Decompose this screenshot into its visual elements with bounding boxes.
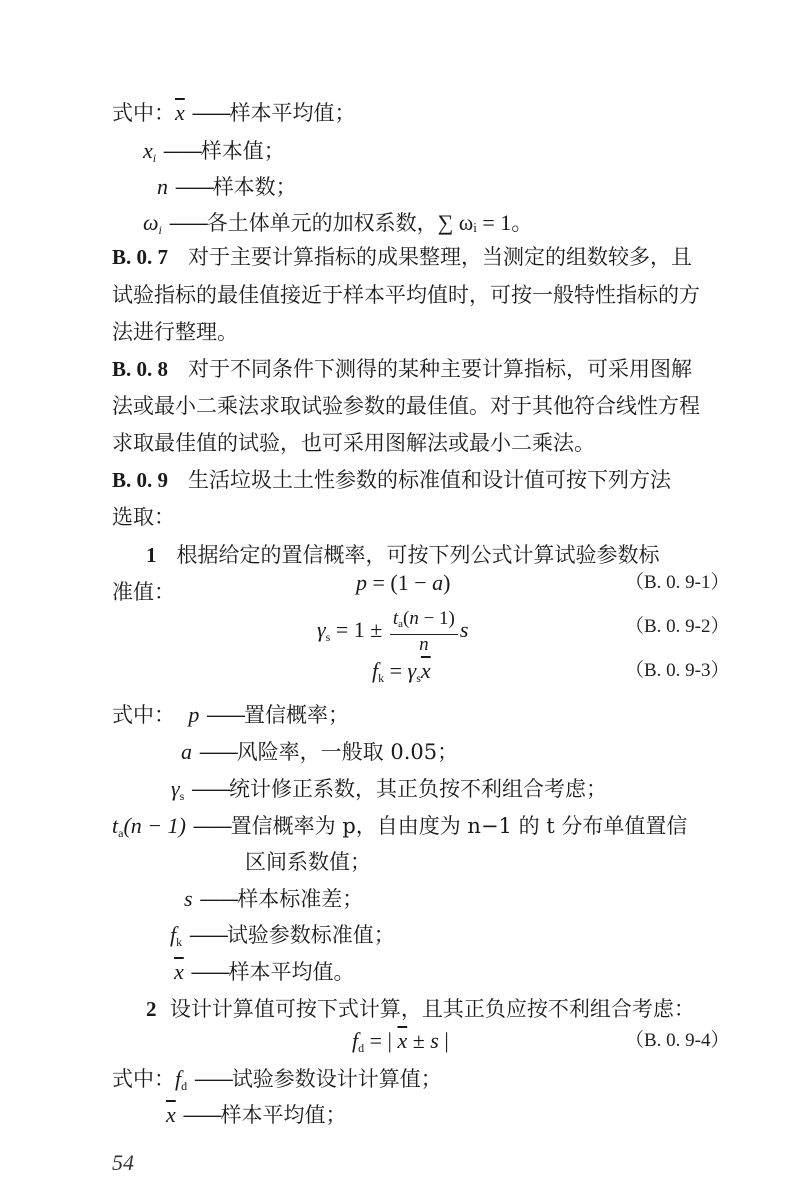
clause-b09-line-2: 选取： [112,505,175,529]
definition-text: 试验参数标准值； [226,923,395,947]
symbol-f-k: $f_k$ [170,922,183,949]
definition-text: 样本值； [200,139,285,163]
em-dash: —— [193,1067,232,1091]
definition-lead: 式中： [112,703,175,727]
em-dash: —— [162,139,201,163]
definition-text: 样本平均值。 [228,960,355,984]
definition-continuation: 区间系数值； [245,850,371,874]
equation-label: （B. 0. 9-2） [625,616,730,637]
clause-text: 对于不同条件下测得的某种主要计算指标，可采用图解 [188,357,693,381]
item-2-line-1 [146,994,695,1024]
definition-row [112,1064,442,1101]
em-dash: —— [192,814,231,838]
equation-b091: p = (1 − a) [356,570,451,595]
item-1-line-1 [146,540,660,570]
symbol-omega-i: ωi [143,210,162,237]
clause-b07-line-2: 试验指标的最佳值接近于样本平均值时，可按一般特性指标的方 [112,283,700,307]
equation-b092: $\gamma_s = 1$ ± $\frac{t_a(n - 1)}{n}$ s [317,608,469,655]
definition-text: 试验参数设计计算值； [231,1067,442,1091]
symbol-n: n [157,174,168,199]
item-number: 2 [146,997,157,1021]
symbol-x-bar: $\overline{x}$ [166,1102,176,1127]
definition-text: 置信概率为 p，自由度为 n−1 的 t 分布单值置信 [230,814,688,838]
clause-text: 对于主要计算指标的成果整理，当测定的组数较多，且 [188,245,693,269]
em-dash: —— [206,703,245,727]
em-dash: —— [198,740,237,764]
equation-label: （B. 0. 9-1） [625,572,730,593]
equation-b094: $f_d$ = | $\overline{x} \pm s$ | [352,1028,449,1055]
definition-lead: 式中： [112,1067,175,1091]
symbol-a: a [181,739,192,764]
item-text: 根据给定的置信概率，可按下列公式计算试验参数标 [176,543,660,567]
fraction: $\frac{t_a(n - 1)}{n}$ [390,609,458,655]
definition-row [112,700,349,730]
definition-row [184,884,363,914]
definition-text: 样本平均值； [229,101,356,125]
definition-text: 风险率，一般取 0.05； [236,740,459,764]
em-dash: —— [188,923,227,947]
symbol-f-d: $f_d$ [175,1066,188,1093]
definition-text: 各土体单元的加权系数， [206,211,438,235]
symbol-gamma-s: $\gamma_s$ [171,776,185,803]
definition-row [143,136,285,173]
em-dash: —— [174,175,213,199]
clause-text: 生活垃圾土土性参数的标准值和设计值可按下列方法 [188,468,672,492]
em-dash: —— [191,777,230,801]
symbol-x-bar: $\overline{x}$ [175,100,185,125]
definition-row [170,920,395,957]
symbol-s: s [184,886,193,911]
equation-label: （B. 0. 9-4） [625,1030,730,1051]
definition-lead: 式中： [112,101,175,125]
definition-text: 样本平均值； [220,1103,347,1127]
clause-number: B. 0. 8 [112,357,169,381]
symbol-x-i: xi [143,138,157,165]
definition-row [112,811,687,848]
definition-text: 置信概率； [244,703,350,727]
item-1-line-2: 准值： [112,580,175,604]
definition-row [174,957,354,987]
clause-b08-line-1 [112,354,692,384]
symbol-x-bar: $\overline{x}$ [174,959,184,984]
page-number: 54 [112,1150,134,1175]
definition-text: 统计修正系数，其正负按不利组合考虑； [229,777,608,801]
definition-text: 样本标准差； [237,887,364,911]
definition-row [181,737,458,767]
em-dash: —— [168,211,207,235]
clause-b09-line-1 [112,465,671,495]
em-dash: —— [199,887,238,911]
sum-expression: ∑ ωᵢ = 1。 [437,210,534,235]
item-text: 设计计算值可按下式计算，且其正负应按不利组合考虑： [169,997,695,1021]
definition-row [143,208,533,245]
definition-row [112,98,355,128]
definition-row [157,172,297,202]
clause-b08-line-3: 求取最佳值的试验，也可采用图解法或最小二乘法。 [112,431,595,455]
definition-text: 样本数； [212,175,297,199]
em-dash: —— [191,101,230,125]
symbol-t-a: $t_a(n - 1)$ [112,813,186,840]
symbol-p: p [188,702,200,727]
clause-number: B. 0. 9 [112,468,169,492]
em-dash: —— [182,1103,221,1127]
item-number: 1 [146,543,157,567]
clause-b07-line-1 [112,242,692,272]
equation-b093: $f_k = \gamma_s\overline{x}$ [372,658,431,685]
equation-label: （B. 0. 9-3） [625,660,730,681]
clause-b07-line-3: 法进行整理。 [112,320,238,344]
definition-row [166,1100,346,1130]
definition-row [171,774,607,811]
em-dash: —— [190,960,229,984]
clause-number: B. 0. 7 [112,245,169,269]
clause-b08-line-2: 法或最小二乘法求取试验参数的最佳值。对于其他符合线性方程 [112,394,700,418]
